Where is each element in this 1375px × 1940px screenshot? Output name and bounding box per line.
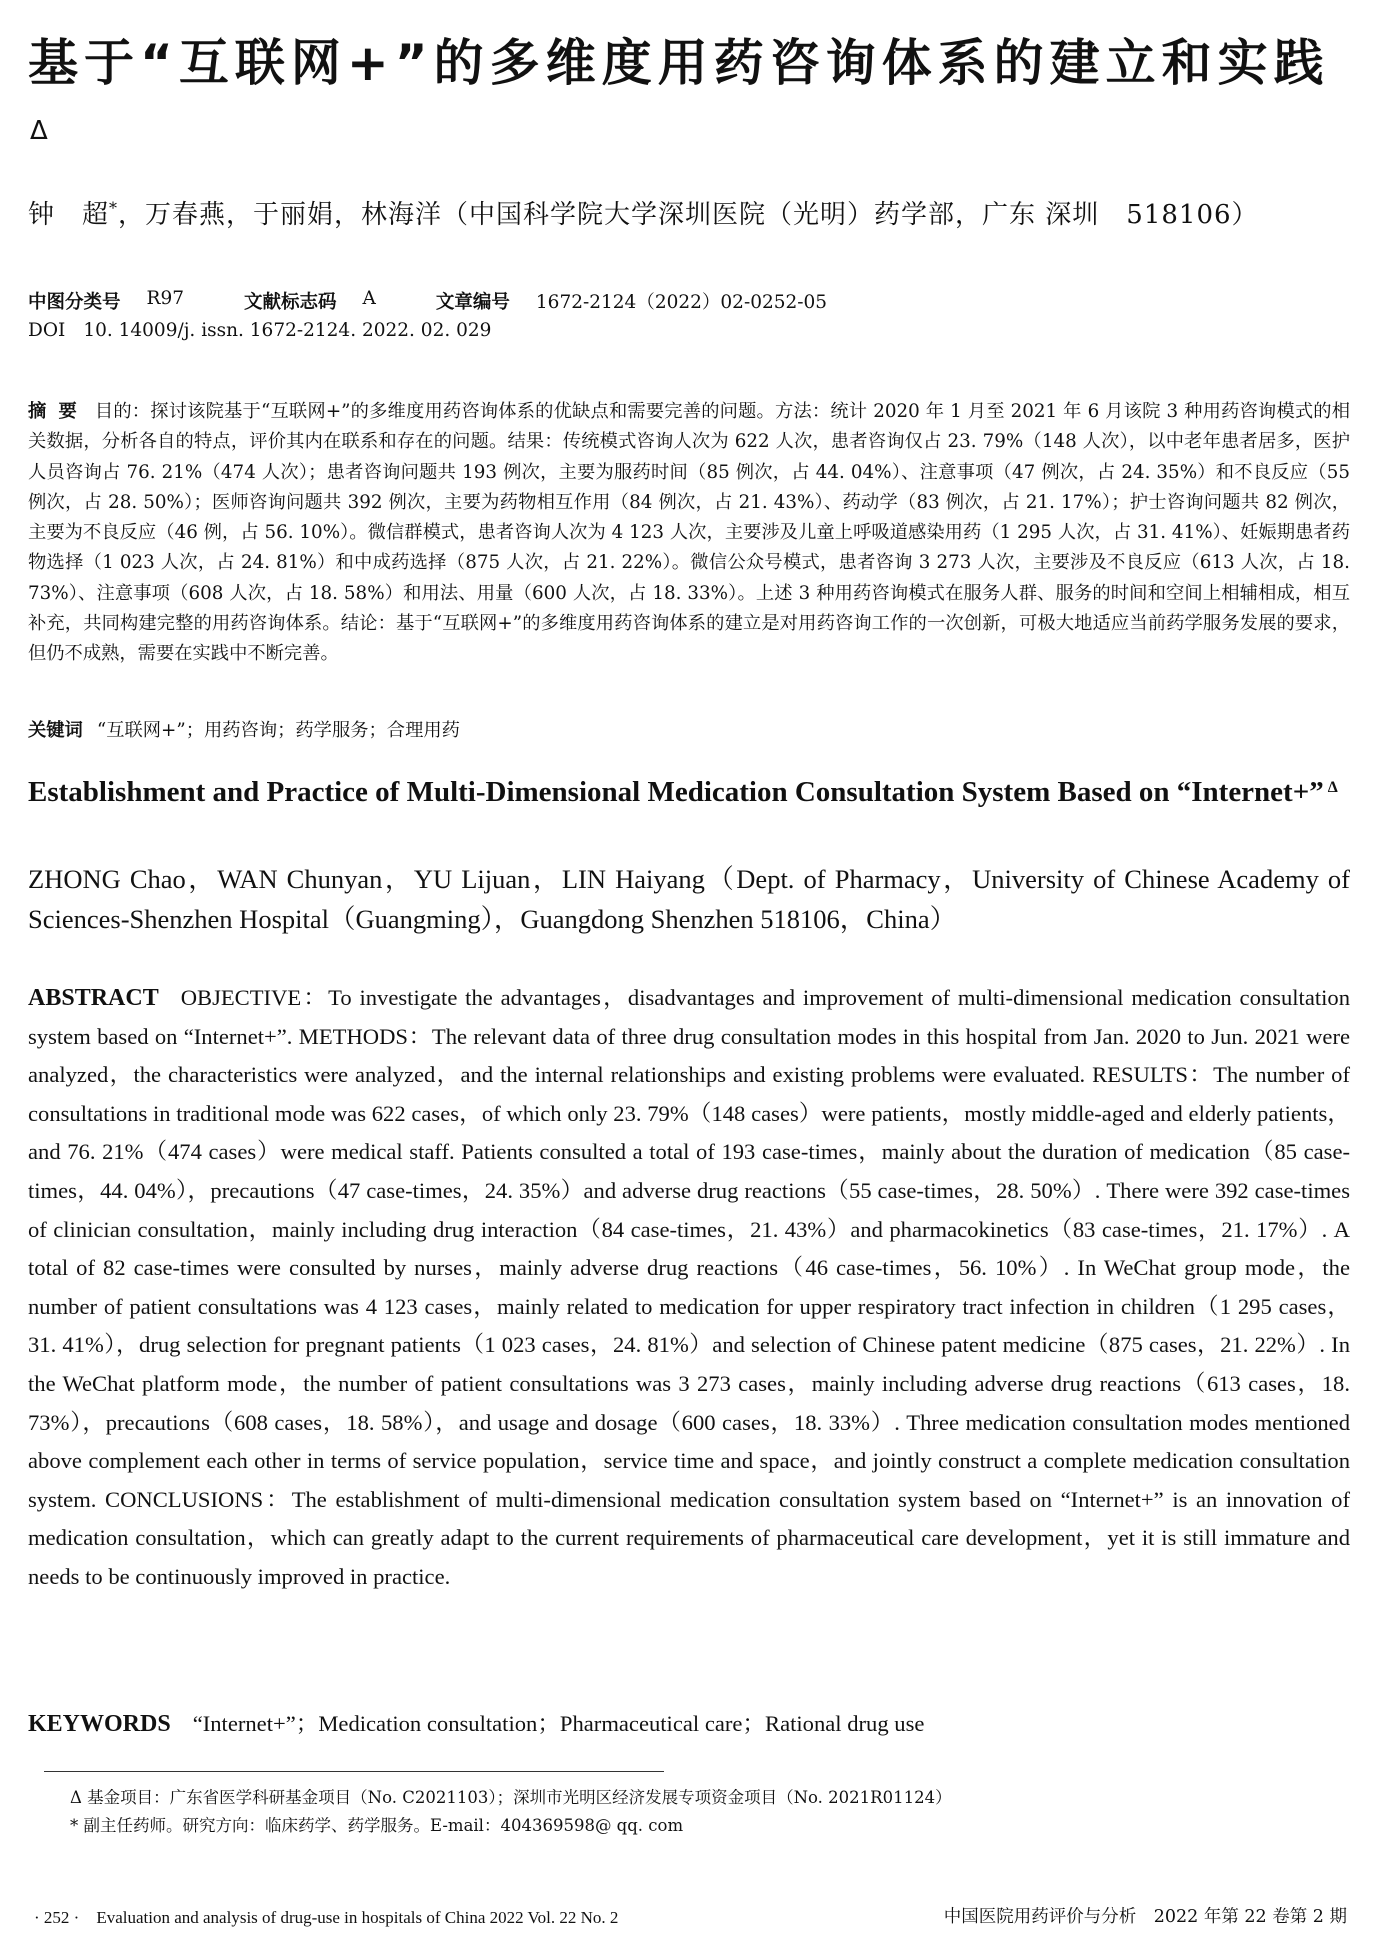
- chinese-title-fund-mark: Δ: [30, 116, 48, 146]
- chinese-title: [28, 26, 1338, 174]
- english-keywords: [28, 1705, 1350, 1743]
- english-title-fund-mark: Δ: [1327, 779, 1338, 796]
- clc-value: R97: [146, 288, 184, 309]
- chinese-keywords-text: “互联网+”；用药咨询；药学服务；合理用药: [96, 720, 460, 741]
- footer-english-journal: · 252 · Evaluation and analysis of drug-use in hospitals of China 2022 Vol. 22 No. 2: [34, 1908, 619, 1927]
- english-abstract-text: OBJECTIVE：To investigate the advantages，disadvantages and improvement of multi-dimensional medication consultation system based on “Internet+”. METHODS：The relevant data of three drug consultation modes in this hospital from Jan. 2020 to Jun. 2021 were analyzed，the characteristics were analyzed，and the internal relationships and existing problems were evaluated. RESULTS：The number of consultations in traditional mode was 622 cases，of which only 23. 79%（148 cases）were patients，mostly middle-aged and elderly patients，and 76. 21%（474 cases）were medical staff. Patients consulted a total of 193 case-times，mainly about the duration of medication（85 case-times，44. 04%），precautions（47 case-times，24. 35%）and adverse drug reactions（55 case-times，28. 50%）. There were 392 case-times of clinician consultation，mainly including drug interaction（84 case-times，21. 43%）and pharmacokinetics（83 case-times，21. 17%）. A total of 82 case-times were consulted by nurses，mainly adverse drug reactions（46 case-times，56. 10%）. In WeChat group mode，the number of patient consultations was 4 123 cases，mainly related to medication for upper respiratory tract infection in children（1 295 cases，31. 41%），drug selection for pregnant patients（1 023 cases，24. 81%）and selection of Chinese patent medicine（875 cases，21. 22%）. In the WeChat platform mode，the number of patient consultations was 3 273 cases，mainly including adverse drug reactions（613 cases，18. 73%），precautions（608 cases，18. 58%），and usage and dosage（600 cases，18. 33%）. Three medication consultation modes mentioned above complement each other in terms of service population，service time and space，and jointly construct a complete medication consultation system. CONCLUSIONS：The establishment of multi-dimensional medication consultation system based on “Internet+” is an innovation of medication consultation，which can greatly adapt to the current requirements of pharmaceutical care development，yet it is still immature and needs to be continuously improved in practice.: [28, 985, 1350, 1589]
- clc-label: 中图分类号: [28, 292, 121, 313]
- footnote-author: * 副主任药师。研究方向：临床药学、药学服务。E-mail：404369598@ qq. com: [70, 1816, 684, 1835]
- corresponding-author-mark: *: [109, 198, 119, 218]
- classification-line: [28, 288, 887, 314]
- doi-value: 10. 14009/j. issn. 1672-2124. 2022. 02. 029: [83, 320, 492, 341]
- chinese-authors-affiliation: ，万春燕，于丽娟，林海洋（中国科学院大学深圳医院（光明）药学部，广东 深圳 518106）: [118, 200, 1259, 230]
- english-abstract: [28, 979, 1350, 1597]
- doi-line: [28, 320, 551, 341]
- footnote-divider: [44, 1771, 664, 1772]
- footnote-fund: Δ 基金项目：广东省医学科研基金项目（No. C2021103）；深圳市光明区经济发展专项资金项目（No. 2021R01124）: [70, 1788, 952, 1807]
- doccode-label: 文献标志码: [244, 292, 337, 313]
- english-title: [28, 772, 1350, 812]
- chinese-abstract: [28, 397, 1350, 670]
- chinese-keywords: [28, 716, 460, 742]
- footer-chinese-journal: 中国医院用药评价与分析 2022 年第 22 卷第 2 期: [943, 1907, 1347, 1927]
- doi-label: DOI: [28, 320, 66, 341]
- chinese-authors: [28, 194, 1259, 231]
- chinese-author-first: 钟 超: [28, 200, 110, 230]
- articleno-label: 文章编号: [435, 292, 510, 313]
- english-title-text: Establishment and Practice of Multi-Dimensional Medication Consultation System Based on “Internet+”: [28, 776, 1324, 808]
- chinese-abstract-label: 摘要: [28, 401, 89, 422]
- chinese-title-text: 基于“互联网+”的多维度用药咨询体系的建立和实践: [28, 34, 1330, 92]
- doccode-value: A: [362, 288, 376, 309]
- chinese-abstract-text: 目的：探讨该院基于“互联网+”的多维度用药咨询体系的优缺点和需要完善的问题。方法：统计 2020 年 1 月至 2021 年 6 月该院 3 种用药咨询模式的相关数据，分析各自的特点，评价其内在联系和存在的问题。结果：传统模式咨询人次为 622 人次，患者咨询仅占 23. 79%（148 人次），以中老年患者居多，医护人员咨询占 76. 21%（474 人次）；患者咨询问题共 193 例次，主要为服药时间（85 例次，占 44. 04%）、注意事项（47 例次，占 24. 35%）和不良反应（55 例次，占 28. 50%）；医师咨询问题共 392 例次，主要为药物相互作用（84 例次，占 21. 43%）、药动学（83 例次，占 21. 17%）；护士咨询问题共 82 例次，主要为不良反应（46 例，占 56. 10%）。微信群模式，患者咨询人次为 4 123 人次，主要涉及儿童上呼吸道感染用药（1 295 人次，占 31. 41%）、妊娠期患者药物选择（1 023 人次，占 24. 81%）和中成药选择（875 人次，占 21. 22%）。微信公众号模式，患者咨询 3 273 人次，主要涉及不良反应（613 人次，占 18. 73%）、注意事项（608 人次，占 18. 58%）和用法、用量（600 人次，占 18. 33%）。上述 3 种用药咨询模式在服务人群、服务的时间和空间上相辅相成，相互补充，共同构建完整的用药咨询体系。结论：基于“互联网+”的多维度用药咨询体系的建立是对用药咨询工作的一次创新，可极大地适应当前药学服务发展的要求，但仍不成熟，需要在实践中不断完善。: [28, 401, 1351, 665]
- english-authors: ZHONG Chao，WAN Chunyan，YU Lijuan，LIN Haiyang（Dept. of Pharmacy，University of Chinese Academy of Sciences-Shenzhen Hospital（Guangming），Guangdong Shenzhen 518106，China）: [28, 864, 1350, 934]
- articleno-value: 1672-2124（2022）02-0252-05: [535, 292, 828, 313]
- english-keywords-text: “Internet+”；Medication consultation；Pharmaceutical care；Rational drug use: [192, 1711, 925, 1736]
- chinese-keywords-label: 关键词: [28, 720, 83, 741]
- english-abstract-label: ABSTRACT: [28, 985, 159, 1011]
- english-keywords-label: KEYWORDS: [28, 1711, 171, 1737]
